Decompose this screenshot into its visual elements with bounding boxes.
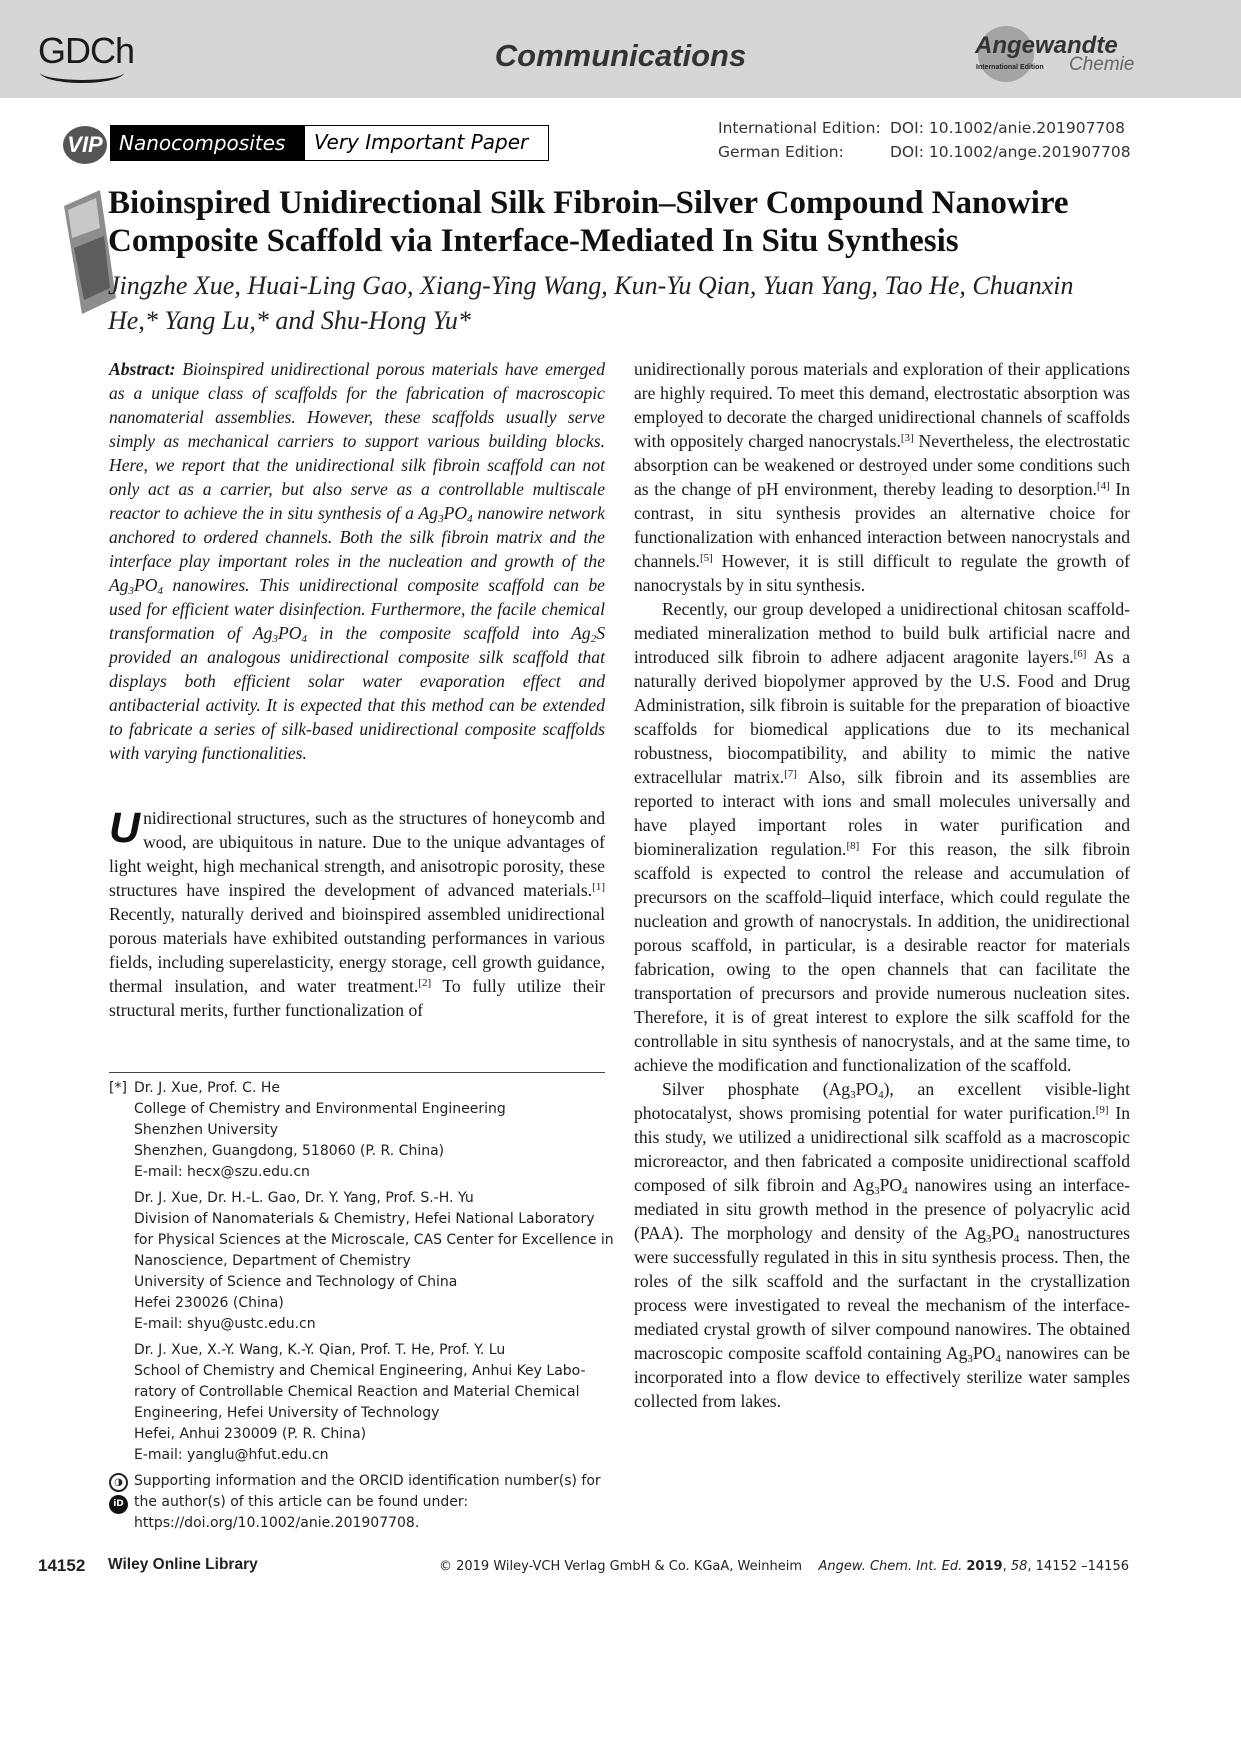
- reference-link[interactable]: [7]: [784, 768, 797, 780]
- body-text: nanostructures were successfully regulated in this in situ synthesis process. Then, the roles of the silk scaffold and the surfactant in the crystallization process were investigated to reveal the mechanism of the interface-mediated crystal growth of silver compound nanowires. The obtained macroscopic composite scaffold containing Ag: [634, 1223, 1131, 1363]
- journal-logo-edition: International Edition: [976, 64, 1044, 71]
- affiliation-email[interactable]: E-mail: hecx@szu.edu.cn: [134, 1164, 310, 1180]
- affiliation-line: Dr. J. Xue, Prof. C. He: [134, 1080, 280, 1096]
- abstract-text: PO: [134, 575, 158, 595]
- body-text: Recently, our group developed a unidirectional chitosan scaffold-mediated mineralization method to build bulk artificial nacre and introduced silk fibroin to adhere adjacent aragonite layers.: [634, 599, 1130, 667]
- abstract: [109, 357, 605, 765]
- affiliation-line: Shenzhen University: [134, 1122, 279, 1138]
- affiliation-line: Dr. J. Xue, X.-Y. Wang, K.-Y. Qian, Prof. T. He, Prof. Y. Lu: [134, 1342, 506, 1358]
- open-access-icon: ◑: [109, 1473, 128, 1492]
- vip-badge: VIP: [63, 126, 107, 164]
- citation-year: 2019: [966, 1559, 1003, 1574]
- affiliation-block: [134, 1078, 609, 1183]
- body-text: PO: [972, 1343, 996, 1363]
- orcid-icon: iD: [109, 1495, 128, 1514]
- subscript: 4: [301, 633, 307, 645]
- body-text: To fully utilize their structural merits, further functionalization of: [109, 976, 605, 1020]
- affiliation-email[interactable]: E-mail: shyu@ustc.edu.cn: [134, 1316, 316, 1332]
- body-text: However, it is still difficult to regulate the growth of nanocrystals by in situ synthesis.: [634, 551, 1130, 595]
- doi-international-value[interactable]: DOI: 10.1002/anie.201907708: [890, 119, 1126, 137]
- subscript: 4: [995, 1353, 1001, 1365]
- affiliation-line: School of Chemistry and Chemical Engineering, Anhui Key Labo-: [134, 1363, 586, 1379]
- body-text: ), an excellent visible-light photocatalyst, shows promising potential for water purification.: [634, 1079, 1130, 1123]
- subscript: 3: [874, 1185, 880, 1197]
- doi-international: [718, 119, 1125, 137]
- affiliation-line: Dr. J. Xue, Dr. H.-L. Gao, Dr. Y. Yang, Prof. S.-H. Yu: [134, 1190, 474, 1206]
- affiliation-line: Division of Nanomaterials & Chemistry, Hefei National Laboratory: [134, 1211, 595, 1227]
- citation-journal: Angew. Chem. Int. Ed.: [818, 1559, 963, 1574]
- footnote-marker: [*]: [109, 1080, 127, 1096]
- affiliation-line: University of Science and Technology of China: [134, 1274, 458, 1290]
- reference-link[interactable]: [2]: [418, 977, 432, 989]
- article-title: Bioinspired Unidirectional Silk Fibroin–Silver Compound Nanowire Composite Scaffold via Interface-Mediated In Situ Synthesis: [108, 185, 1069, 259]
- body-text: nanowires can be incorporated into a flow device to effectively sterilize water samples collected from lakes.: [634, 1343, 1130, 1411]
- body-text: Nevertheless, the electrostatic absorption can be weakened or destroyed under some conditions such as the change of pH environment, thereby leading to desorption.: [634, 431, 1130, 499]
- affiliation-block: [134, 1188, 614, 1335]
- body-text: Recently, naturally derived and bioinspired assembled unidirectional porous materials have exhibited outstanding performances in various fields, including superelasticity, energy storage, cell growth guidance, thermal insulation, and water treatment.: [109, 904, 605, 996]
- body-text: As a naturally derived biopolymer approved by the U.S. Food and Drug Administration, silk fibroin is suitable for the preparation of bioactive scaffolds for biomedical applications due to its mechanical robustness, biocompatibility, and ability to mimic the native extracellular matrix.: [634, 647, 1130, 787]
- affiliations-footnote: [109, 1078, 614, 1534]
- subscript: 4: [157, 585, 163, 597]
- affiliation-line: Shenzhen, Guangdong, 518060 (P. R. China): [134, 1143, 445, 1159]
- body-text: nanowires using an interface-mediated in situ growth method in the presence of polyacrylic acid (PAA). The morphology and density of the Ag: [634, 1175, 1130, 1243]
- affiliation-block: [134, 1340, 609, 1466]
- supporting-link[interactable]: https://doi.org/10.1002/anie.201907708.: [134, 1515, 420, 1531]
- introduction: [109, 806, 605, 1022]
- abstract-text: nanowires. This unidirectional composite scaffold can be used for efficient water disinfection. Furthermore, the facile chemical transformation of Ag: [109, 575, 605, 643]
- doi-german-label: German Edition:: [718, 143, 844, 161]
- supporting-icons: [109, 1473, 128, 1514]
- abstract-text: PO: [443, 503, 468, 523]
- abstract-label: Abstract:: [109, 359, 176, 379]
- journal-logo: Angewandte: [975, 32, 1118, 59]
- citation: Angew. Chem. Int. Ed. 2019, 58, 14152 –14156: [818, 1559, 1129, 1574]
- body-text: Also, silk fibroin and its assemblies are reported to interact with ions and small molecules universally and have played important roles in water purification and biomineralization regulation.: [634, 767, 1130, 859]
- subscript: 4: [1013, 1233, 1020, 1245]
- abstract-text: S provided an analogous unidirectional composite silk scaffold that displays both efficient solar water evaporation effect and antibacterial activity. It is expected that this method can be extended to fabricate a series of silk-based unidirectional composite scaffolds with varying functionalities.: [109, 623, 605, 763]
- body-text: PO: [879, 1175, 903, 1195]
- reference-link[interactable]: [4]: [1096, 480, 1110, 492]
- affiliation-line: Nanoscience, Department of Chemistry: [134, 1253, 411, 1269]
- supporting-info: [113, 1471, 609, 1534]
- supporting-line: the author(s) of this article can be found under:: [134, 1494, 469, 1510]
- reference-link[interactable]: [3]: [900, 432, 914, 444]
- body-text: unidirectionally porous materials and exploration of their applications are highly required. To meet this demand, electrostatic absorption was employed to decorate the charged unidirectional channels of scaffolds with oppositely charged nanocrystals.: [634, 359, 1130, 451]
- body-text: PO: [855, 1079, 879, 1099]
- reference-link[interactable]: [9]: [1095, 1104, 1109, 1116]
- subscript: 4: [902, 1185, 908, 1197]
- abstract-text: PO: [277, 623, 302, 643]
- doi-german: [718, 143, 1131, 161]
- subscript: 3: [128, 585, 135, 597]
- doi-german-value[interactable]: DOI: 10.1002/ange.201907708: [890, 143, 1131, 161]
- affiliation-email[interactable]: E-mail: yanglu@hfut.edu.cn: [134, 1447, 329, 1463]
- doi-international-label: International Edition:: [718, 119, 881, 137]
- subscript: 3: [438, 513, 444, 525]
- section-title: Communications: [494, 38, 747, 73]
- reference-link[interactable]: [8]: [846, 840, 860, 852]
- body-text: In contrast, in situ synthesis provides an alternative choice for functionalization with enhanced interaction between nanocrystals and channels.: [634, 479, 1130, 571]
- affiliation-line: Hefei 230026 (China): [134, 1295, 284, 1311]
- subscript: 3: [850, 1089, 856, 1101]
- subscript: 3: [272, 633, 278, 645]
- abstract-text: nanowire network anchored to ordered channels. Both the silk fibroin matrix and the interface play important roles in the nucleation and growth of the Ag: [109, 503, 605, 595]
- footnote-divider: [109, 1072, 605, 1073]
- affiliation-line: College of Chemistry and Environmental Engineering: [134, 1101, 506, 1117]
- reference-link[interactable]: [6]: [1073, 648, 1087, 660]
- body-text: In this study, we utilized a unidirectional silk scaffold as a macroscopic microreactor, and then fabricated a composite unidirectional scaffold composed of silk fibroin and Ag: [634, 1103, 1130, 1195]
- right-column: [634, 357, 1130, 1413]
- citation-volume: 58: [1010, 1559, 1028, 1574]
- affiliation-line: Engineering, Hefei University of Technology: [134, 1405, 440, 1421]
- affiliation-line: ratory of Controllable Chemical Reaction and Material Chemical: [134, 1384, 580, 1400]
- article-authors: Jingzhe Xue, Huai-Ling Gao, Xiang-Ying Wang, Kun-Yu Qian, Yuan Yang, Tao He, Chuanxin He,* Yang Lu,* and Shu-Hong Yu*: [108, 271, 1074, 335]
- supporting-line: Supporting information and the ORCID identification number(s) for: [134, 1473, 601, 1489]
- citation-pages: 14152 –14156: [1035, 1559, 1129, 1574]
- drop-cap: U: [109, 804, 141, 852]
- reference-link[interactable]: [5]: [699, 552, 713, 564]
- body-text: PO: [991, 1223, 1014, 1243]
- abstract-text: in the composite scaffold into Ag: [306, 623, 591, 643]
- body-text: nidirectional structures, such as the structures of honeycomb and wood, are ubiquitous in nature. Due to the unique advantages of light weight, high mechanical strength, and anisotropic porosity, these structures have inspired the development of advanced materials.: [109, 808, 605, 900]
- subscript: 3: [967, 1353, 973, 1365]
- subscript: 3: [985, 1233, 992, 1245]
- wiley-online-library[interactable]: Wiley Online Library: [108, 1556, 258, 1573]
- vip-label-tag: Very Important Paper: [304, 125, 549, 161]
- affiliation-line: Hefei, Anhui 230009 (P. R. China): [134, 1426, 367, 1442]
- publisher-logo: GDCh: [38, 30, 135, 71]
- subscript: 2: [590, 633, 597, 645]
- category-tag: Nanocomposites: [110, 125, 304, 161]
- affiliation-line: for Physical Sciences at the Microscale, CAS Center for Excellence in: [134, 1232, 614, 1248]
- reference-link[interactable]: [1]: [592, 881, 605, 893]
- subscript: 4: [878, 1089, 884, 1101]
- journal-logo-chemie: Chemie: [1069, 54, 1135, 75]
- copyright: © 2019 Wiley-VCH Verlag GmbH & Co. KGaA, Weinheim: [438, 1559, 802, 1574]
- body-text: For this reason, the silk fibroin scaffold is expected to control the release and accumulation of precursors on the scaffold–liquid interface, which could regulate the nucleation and growth of nanocrystals. In addition, the unidirectional porous scaffold, in particular, is a desirable reactor for materials fabrication, owing to the open channels that can facilitate the transportation of precursors and provide numerous nucleation sites. Therefore, it is of great interest to explore the silk scaffold for the controllable in situ synthesis of nanocrystals, and at the same time, to achieve the modification and functionalization of the scaffold.: [634, 839, 1130, 1075]
- subscript: 4: [467, 513, 473, 525]
- page-number: 14152: [38, 1556, 86, 1575]
- body-text: Silver phosphate (Ag: [662, 1079, 851, 1099]
- abstract-text: Bioinspired unidirectional porous materials have emerged as a unique class of scaffolds for the fabrication of macroscopic nanomaterial assemblies. However, these scaffolds usually serve simply as mechanical carriers to support various building blocks. Here, we report that the unidirectional silk fibroin scaffold can not only act as a carrier, but also serve as a controllable multiscale reactor to achieve the in situ synthesis of a Ag: [109, 359, 605, 523]
